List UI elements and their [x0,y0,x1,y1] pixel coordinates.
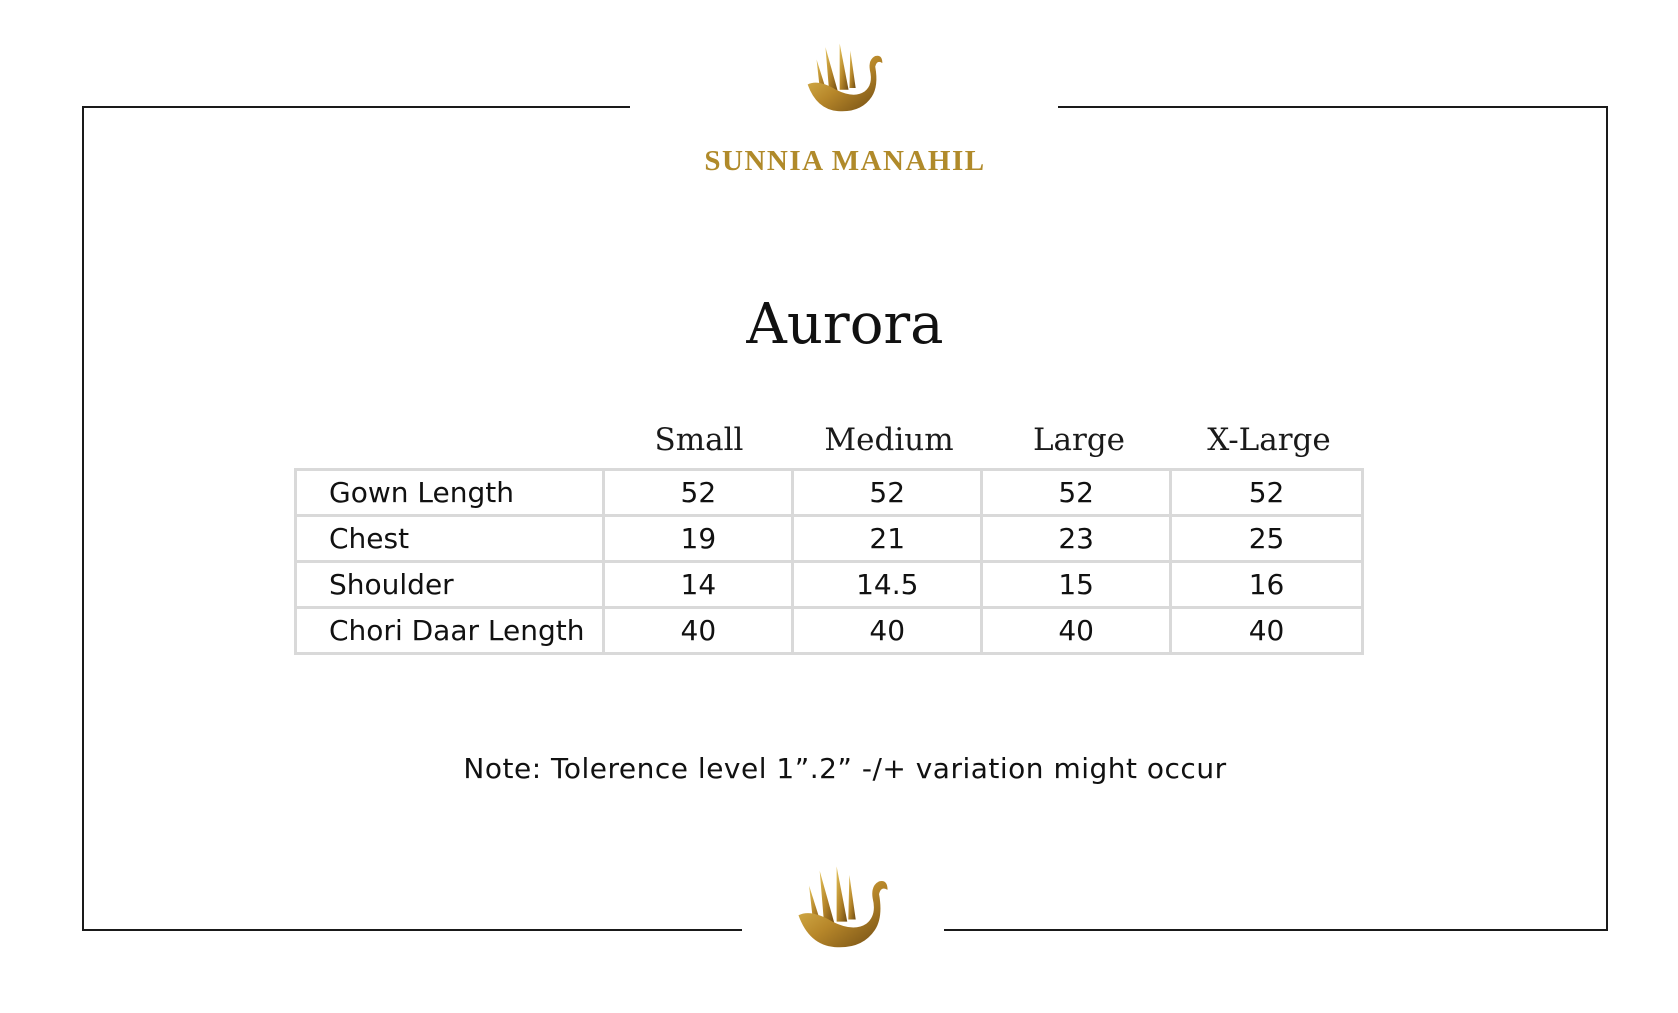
measurement-value: 40 [1248,614,1285,647]
frame-top-right-line [1058,106,1608,108]
size-chart-table [294,410,1364,655]
measurement-value: 23 [983,517,1172,560]
swan-icon [790,862,896,958]
size-header: Large [1032,422,1126,458]
measurement-value: 15 [983,563,1172,606]
brand-name: SUNNIA MANAHIL [704,145,986,177]
measurement-value: 52 [794,471,983,514]
table-row [297,606,1361,652]
measurement-label: Gown Length [297,471,605,514]
measurement-value: 52 [605,471,794,514]
table-row [297,560,1361,606]
measurement-label: Chori Daar Length [297,609,605,652]
measurement-value: 19 [605,517,794,560]
measurement-value: 16 [1248,568,1285,601]
table-row [297,471,1361,514]
measurement-label: Shoulder [297,563,605,606]
measurement-value: 40 [794,609,983,652]
frame-bottom-left-line [82,929,742,931]
swan-icon [800,40,890,120]
measurement-value: 14.5 [794,563,983,606]
measurement-value: 21 [794,517,983,560]
frame-top-left-line [82,106,630,108]
measurement-value: 40 [605,609,794,652]
measurement-label: Chest [297,517,605,560]
tolerance-note: Note: Tolerence level 1”.2” -/+ variation might occur [463,752,1227,785]
size-header: X-Large [1207,422,1331,458]
measurement-value: 52 [983,471,1172,514]
measurement-value: 25 [1248,522,1285,555]
measurement-value: 14 [605,563,794,606]
frame-right-line [1606,106,1608,931]
size-header: Small [654,422,744,458]
measurement-value: 52 [1248,476,1285,509]
size-header-row [294,410,1364,468]
frame-bottom-right-line [944,929,1608,931]
page-title: Aurora [746,292,944,357]
size-header: Medium [824,422,954,458]
measurement-grid [294,468,1364,655]
table-row [297,514,1361,560]
frame-left-line [82,106,84,931]
measurement-value: 40 [983,609,1172,652]
